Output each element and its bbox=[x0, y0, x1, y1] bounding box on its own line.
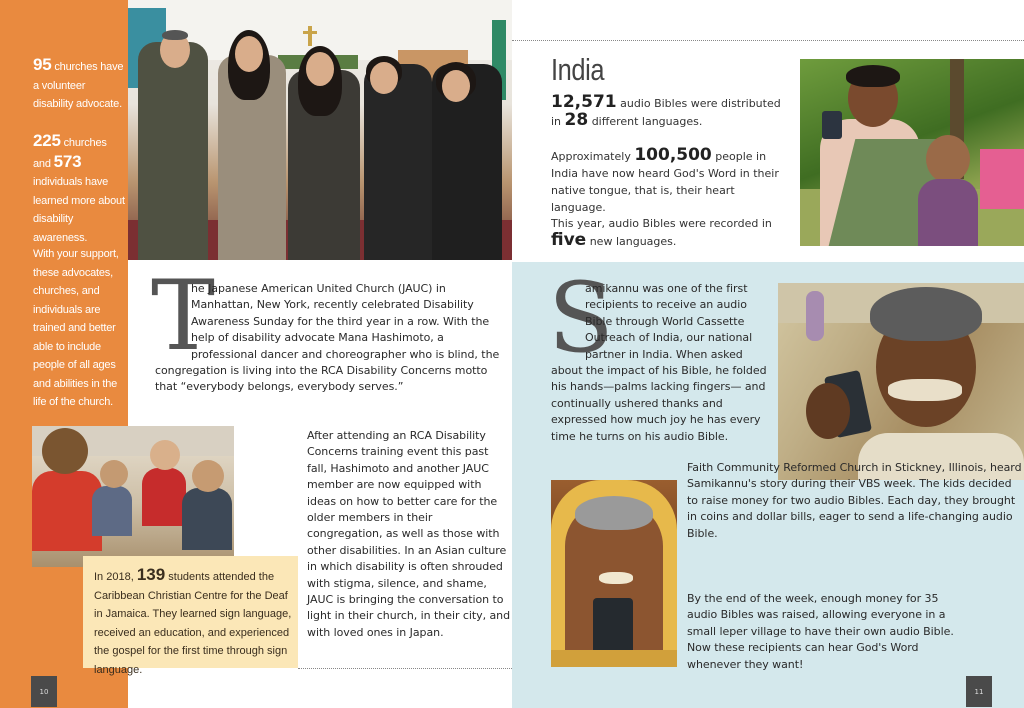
stat-text: churches and bbox=[33, 137, 107, 170]
children-photo bbox=[32, 426, 234, 567]
stat-number: 12,571 bbox=[551, 92, 617, 112]
story-part3: By the end of the week, enough money for 35 audio Bibles was raised, allowing everyone in a small leper village to have their own audio Bible. Now these recipients can hear God's Word whenever they want! bbox=[687, 592, 954, 671]
stat-number: 100,500 bbox=[634, 145, 712, 165]
stat-text: churches have a volunteer disability advocate. bbox=[33, 61, 124, 110]
woman-child-photo bbox=[800, 59, 1024, 246]
story-text: Faith Community Reformed Church in Stickney, Illinois, heard Samikannu's story during their VBS week. The kids decided to raise money for two audio Bibles. Each day, they brought in coins and dollar bills, eager to send a life-changing audio Bible. bbox=[687, 461, 1022, 540]
stat-text: Approximately bbox=[551, 150, 635, 163]
stat-audio-bibles bbox=[551, 94, 791, 130]
stat-text: new languages. bbox=[586, 235, 677, 248]
stat-number: 573 bbox=[53, 151, 82, 171]
group-photo bbox=[128, 0, 512, 260]
stat-text: different languages. bbox=[588, 115, 703, 128]
stat-number: five bbox=[551, 230, 587, 250]
stat-number: 225 bbox=[33, 131, 61, 150]
article-continued-text: After attending an RCA Disability Concerns training event this past fall, Hashimoto and another JAUC member are now equipped with ideas on how to better care for the older members in their congregation, as well as those with other disabilities. In an Asian culture in which disability is often shrouded with stigma, silence, and shame, JAUC is bringing the conversation to light in their church, in their city, and with loved ones in Japan. bbox=[307, 429, 511, 639]
dropcap-s: S bbox=[548, 262, 614, 374]
stat-text: individuals have learned more about disability awareness. bbox=[33, 176, 125, 244]
callout-text: students attended the Caribbean Christian Centre for the Deaf in Jamaica. They learned sign language, received an education, and experienced the gospel for the first time through sign language. bbox=[94, 571, 292, 676]
samikannu-photo bbox=[778, 283, 1024, 480]
story-text: amikannu was one of the first recipients to receive an audio Bible through World Cassette Outreach of India, our national partner in India. When asked about the impact of his Bible, he folded his hands—palms lacking fingers— and continually ushered thanks and expressed how much joy he has every time he turns on his audio Bible. bbox=[551, 282, 767, 443]
elderly-woman-photo bbox=[551, 480, 677, 667]
stat-text: people in India have now heard God's Word in their native tongue, that is, their heart language. bbox=[551, 150, 779, 214]
sidebar-stat-awareness bbox=[33, 132, 125, 247]
stat-number: 28 bbox=[564, 110, 589, 130]
stat-text: This year, audio Bibles were recorded in bbox=[551, 217, 772, 230]
stat-new-languages bbox=[551, 215, 781, 250]
callout-text: In 2018, bbox=[94, 571, 137, 583]
story-part1 bbox=[551, 281, 773, 445]
callout-number: 139 bbox=[136, 565, 166, 584]
page-number-right: 11 bbox=[966, 676, 992, 707]
page-number-left: 10 bbox=[31, 676, 57, 707]
divider bbox=[298, 668, 512, 669]
page-title: India bbox=[551, 52, 605, 87]
stat-number: 95 bbox=[33, 55, 52, 74]
deaf-centre-callout bbox=[83, 556, 298, 676]
sidebar-support-text: With your support, these advocates, churches, and individuals are trained and better able to include people of all ages and abilities in the life of the church. bbox=[33, 248, 119, 408]
dropcap-t: T bbox=[151, 260, 216, 372]
article-intro bbox=[155, 281, 511, 396]
article-intro-text: he Japanese American United Church (JAUC) in Manhattan, New York, recently celebrated Disability Awareness Sunday for the third year in a row. With the help of disability advocate Mana Hashimoto, a professional dancer and choreographer who is blind, the congregation is living into the RCA Disability Concerns motto that “everybody belongs, everybody serves.” bbox=[155, 282, 500, 394]
sidebar-stat-advocates bbox=[33, 56, 125, 114]
divider bbox=[512, 40, 1024, 41]
stat-people-heard bbox=[551, 147, 791, 216]
stat-text: audio Bibles were distributed in bbox=[551, 97, 781, 128]
